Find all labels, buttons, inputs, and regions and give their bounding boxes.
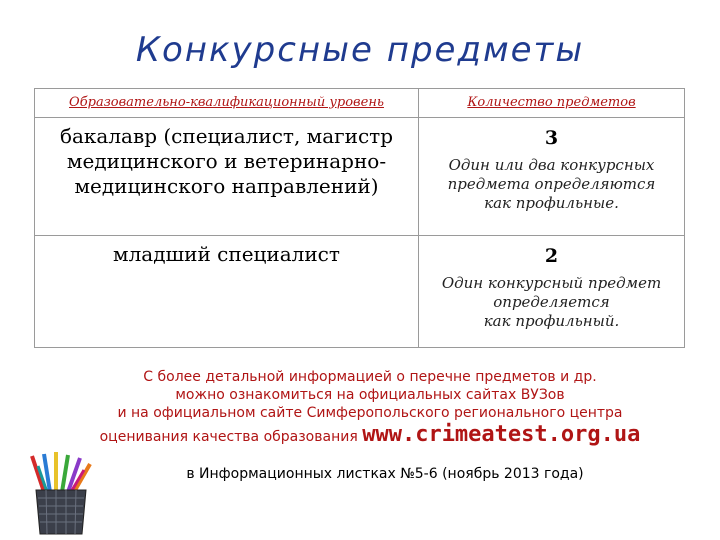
table-header-row — [35, 89, 685, 118]
subject-count: 2 — [544, 245, 559, 267]
pencil-cup-icon — [26, 452, 96, 537]
header-count: Количество предметов — [419, 89, 685, 118]
count-cell — [419, 118, 685, 236]
note-line: как профильный. — [483, 312, 620, 330]
website-link[interactable]: www.crimeatest.org.ua — [362, 422, 641, 447]
level-line: младший специалист — [113, 242, 340, 266]
info-line: можно ознакомиться на официальных сайтах ВУЗов — [175, 387, 565, 403]
page-title: Конкурсные предметы — [135, 30, 585, 70]
note-line: определяется — [493, 293, 610, 311]
count-cell — [419, 236, 685, 348]
subjects-table — [34, 88, 685, 348]
info-bottom-line: в Информационных листках №5-6 (ноябрь 2013 года) — [186, 466, 584, 482]
note-line: предмета определяются — [447, 175, 656, 193]
header-level: Образовательно-квалификационный уровень — [35, 89, 419, 118]
info-line: и на официальном сайте Симферопольского регионального центра — [117, 405, 623, 421]
level-line: медицинского и ветеринарно- — [66, 149, 387, 173]
level-cell — [35, 118, 419, 236]
subject-count: 3 — [544, 127, 559, 149]
level-line: бакалавр (специалист, магистр — [59, 124, 394, 148]
info-line-prefix: оценивания качества образования — [99, 429, 358, 445]
table-row — [35, 236, 685, 348]
level-line: медицинского направлений) — [74, 174, 379, 198]
note-line: Один конкурсный предмет — [441, 274, 662, 292]
level-cell — [35, 236, 419, 348]
note-line: как профильные. — [484, 194, 619, 212]
info-block — [60, 368, 680, 446]
table-row — [35, 118, 685, 236]
note-line: Один или два конкурсных — [448, 156, 655, 174]
info-line: С более детальной информацией о перечне предметов и др. — [143, 369, 597, 385]
